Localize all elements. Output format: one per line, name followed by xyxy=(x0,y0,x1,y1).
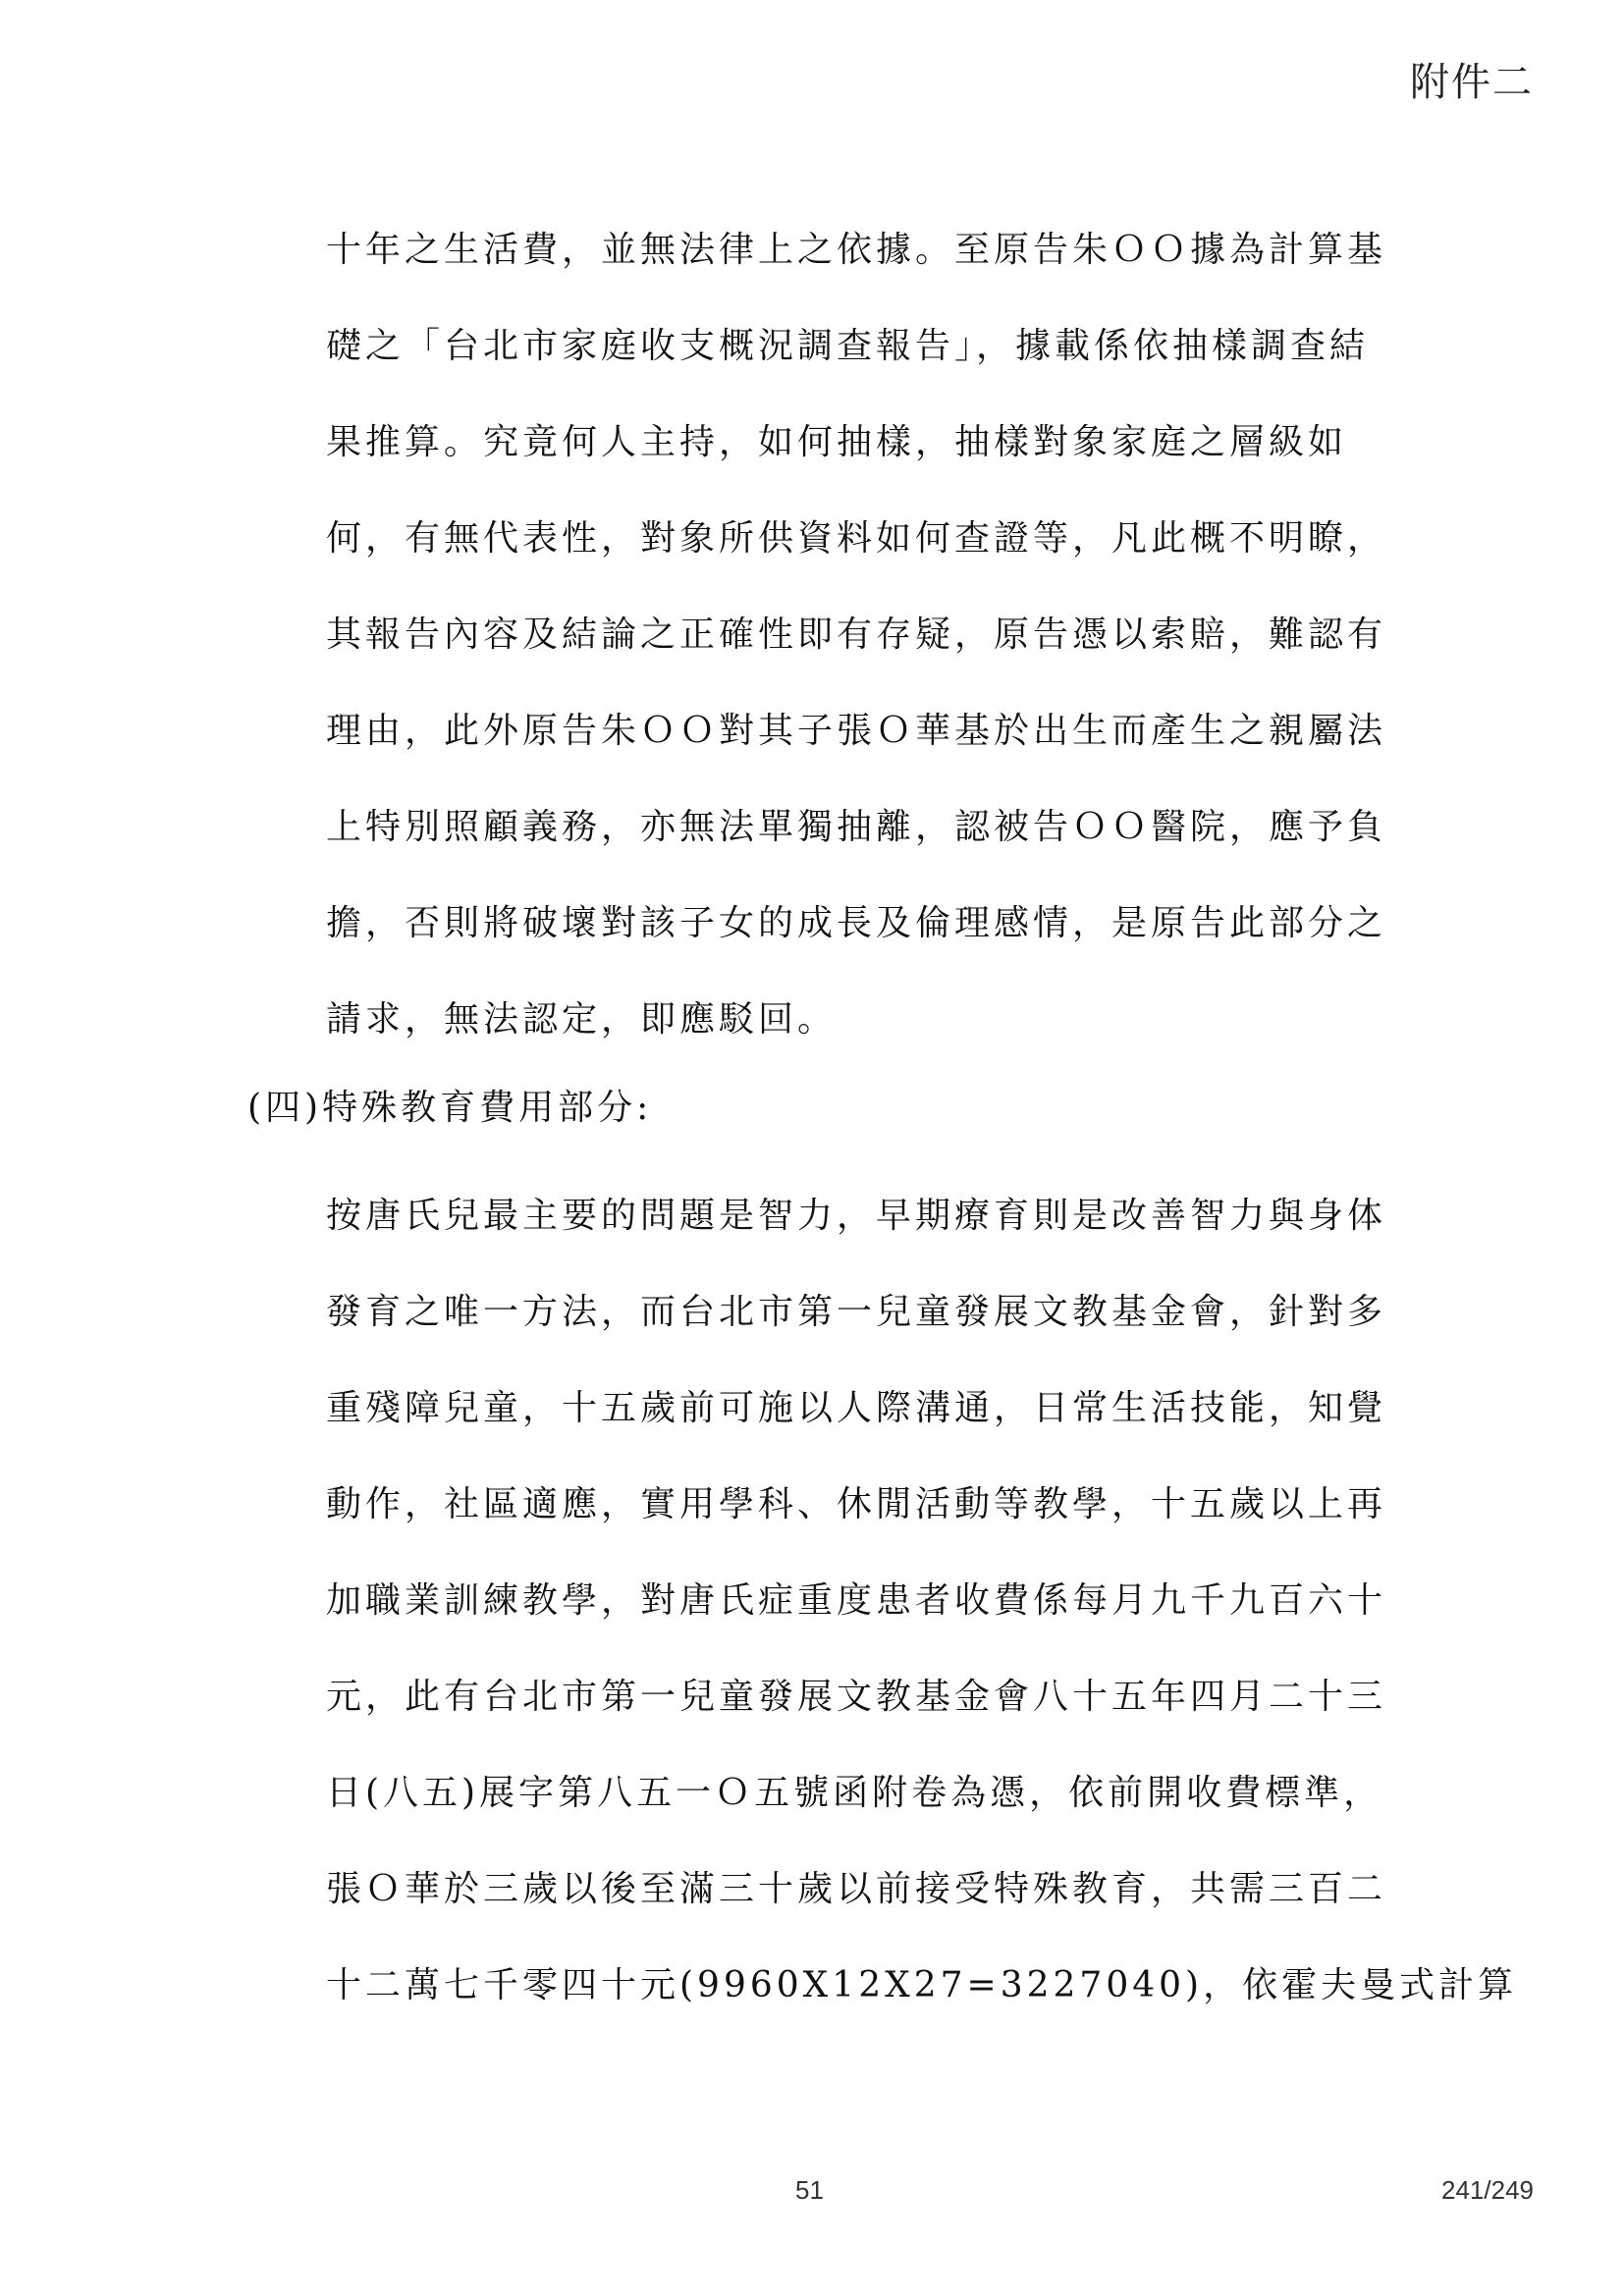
paragraph-line: 請求，無法認定，即應駁回。 xyxy=(326,999,838,1040)
paragraph-line: 何，有無代表性，對象所供資料如何查證等，凡此概不明瞭， xyxy=(326,518,1387,559)
attachment-label: 附件二 xyxy=(1410,60,1534,105)
paragraph-line: 張Ｏ華於三歲以後至滿三十歲以前接受特殊教育，共需三百二 xyxy=(326,1869,1387,1909)
paragraph-line: 上特別照顧義務，亦無法單獨抽離，認被告ＯＯ醫院，應予負 xyxy=(326,807,1387,847)
paragraph-line: 發育之唯一方法，而台北市第一兒童發展文教基金會，針對多 xyxy=(326,1292,1387,1332)
paragraph-line: 十年之生活費，並無法律上之依據。至原告朱ＯＯ據為計算基 xyxy=(326,230,1387,270)
paragraph-line: 果推算。究竟何人主持，如何抽樣，抽樣對象家庭之層級如 xyxy=(326,422,1348,462)
page-number: 51 xyxy=(795,2175,824,2205)
paragraph-line: 按唐氏兒最主要的問題是智力，早期療育則是改善智力與身体 xyxy=(326,1196,1387,1236)
paragraph-line: 理由，此外原告朱ＯＯ對其子張Ｏ華基於出生而產生之親屬法 xyxy=(326,711,1387,751)
paragraph-line: 其報告內容及結論之正確性即有存疑，原告憑以索賠，難認有 xyxy=(326,614,1387,655)
paragraph-line: 動作，社區適應，實用學科、休閒活動等教學，十五歲以上再 xyxy=(326,1484,1387,1524)
paragraph-line: 十二萬七千零四十元(9960X12X27=3227040)，依霍夫曼式計算 xyxy=(326,1965,1518,2005)
paragraph-line: 加職業訓練教學，對唐氏症重度患者收費係每月九千九百六十 xyxy=(326,1580,1387,1621)
paragraph-line: 日(八五)展字第八五一Ｏ五號函附卷為憑，依前開收費標準， xyxy=(326,1773,1383,1813)
page-total: 241/249 xyxy=(1441,2175,1534,2205)
paragraph-line: 擔，否則將破壞對該子女的成長及倫理感情，是原告此部分之 xyxy=(326,903,1387,943)
paragraph-line: 重殘障兒童，十五歲前可施以人際溝通，日常生活技能，知覺 xyxy=(326,1388,1387,1428)
paragraph-line: 礎之「台北市家庭收支概況調查報告」，據載係依抽樣調查結 xyxy=(326,326,1370,366)
paragraph-line: 元，此有台北市第一兒童發展文教基金會八十五年四月二十三 xyxy=(326,1677,1387,1717)
section-heading: (四)特殊教育費用部分: xyxy=(247,1088,653,1128)
